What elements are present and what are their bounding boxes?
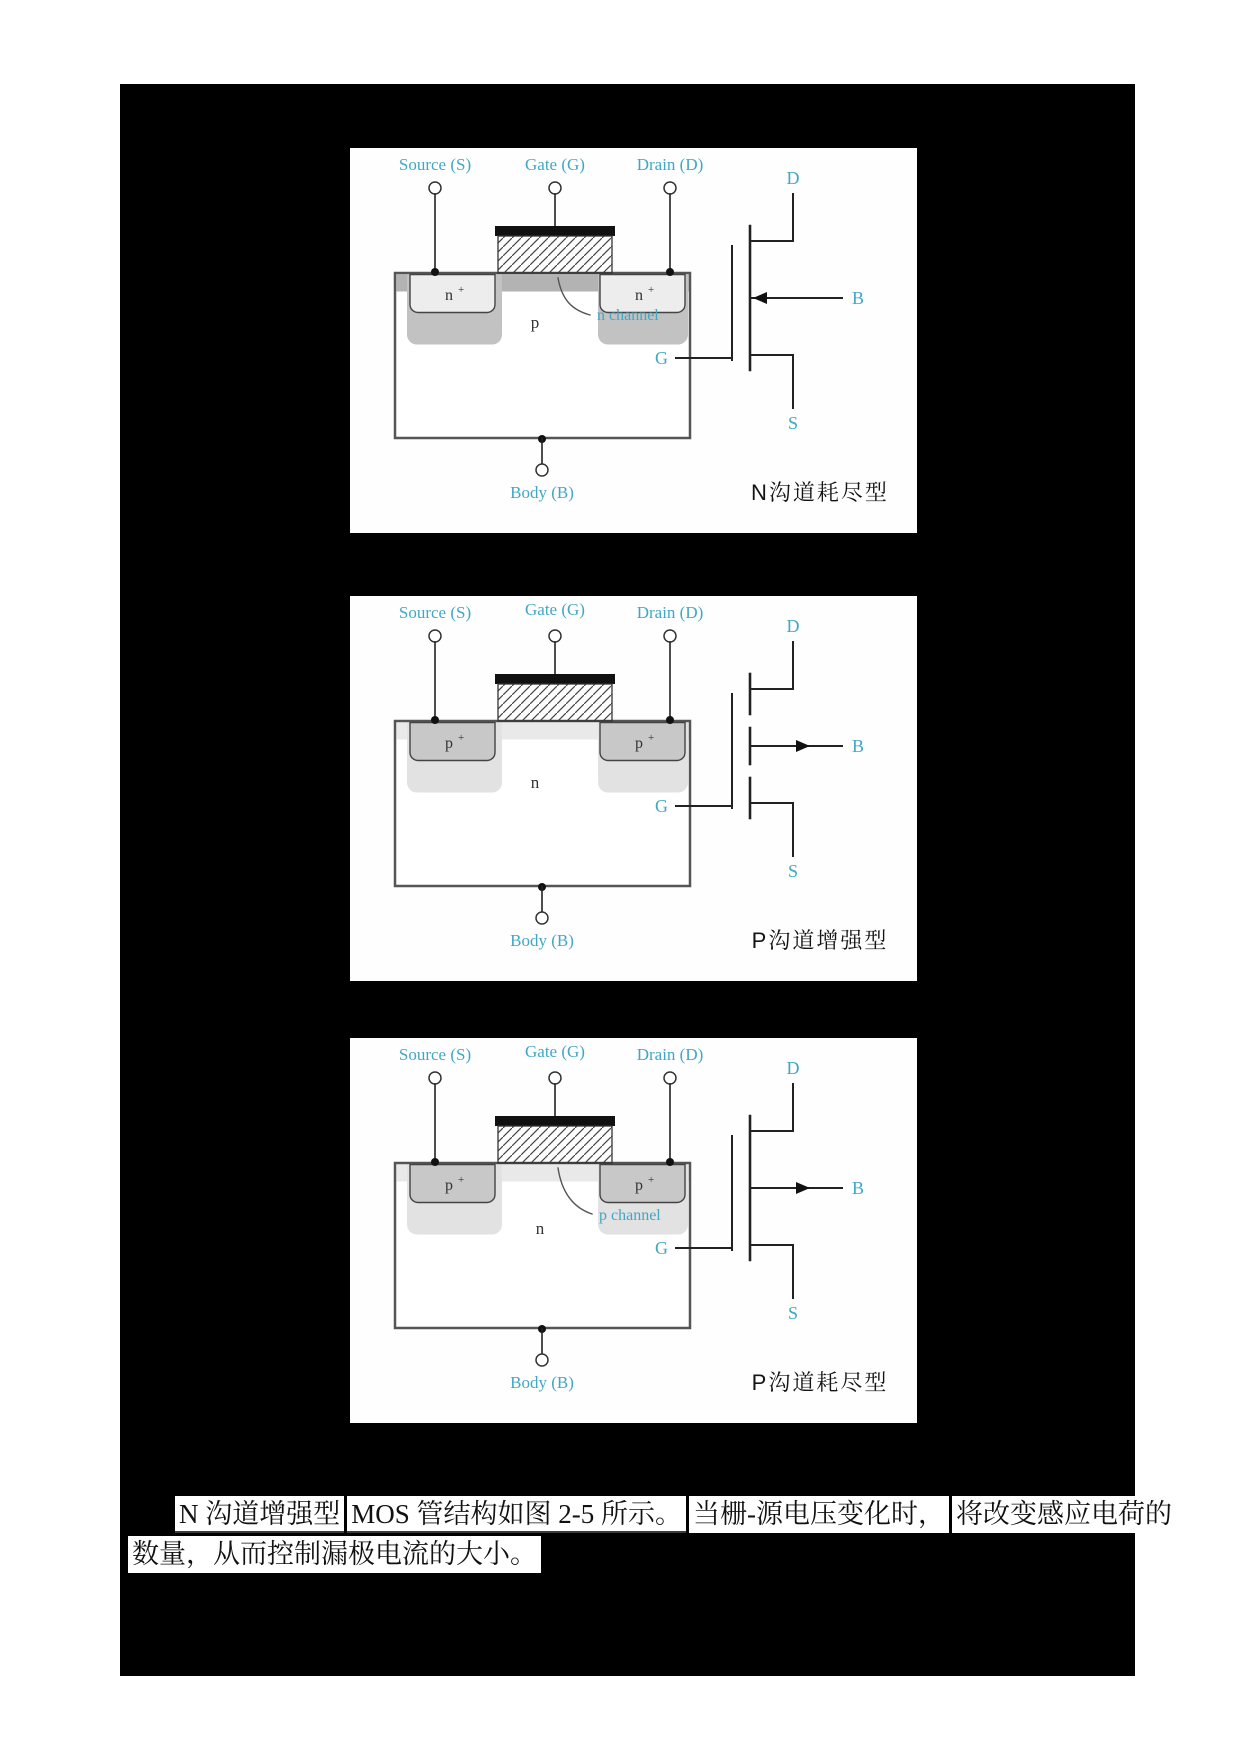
cross-section [395, 155, 703, 502]
well-label-right: p [635, 1177, 643, 1194]
body-terminal-circle [536, 464, 548, 476]
well-label-left-sup: + [458, 1174, 465, 1186]
drain-label: Drain (D) [636, 1045, 704, 1064]
body-label: Body (B) [510, 931, 574, 950]
body-label: Body (B) [510, 1373, 574, 1392]
substrate-label: n [535, 1219, 545, 1238]
well-label-left-sup: + [458, 732, 465, 744]
well-label-left: p [445, 735, 453, 752]
figure-n-depletion [350, 148, 917, 533]
gate-oxide-hatch [498, 1126, 612, 1163]
paragraph-segment: 将改变感应电荷的 [952, 1496, 1176, 1533]
figure-p-enhancement [350, 596, 917, 981]
well-label-left-sup: + [458, 284, 465, 296]
symbol-s-label: S [787, 413, 799, 433]
gate-label: Gate (G) [525, 1042, 585, 1061]
drain-terminal-circle [664, 1072, 676, 1084]
figure-p-depletion [350, 1038, 917, 1423]
gate-terminal-circle [549, 630, 561, 642]
source-label: Source (S) [398, 1045, 472, 1064]
figure-type-label: P沟道增强型 [751, 928, 889, 953]
paragraph-line-1 [175, 1496, 1179, 1533]
cross-section [395, 600, 703, 950]
well-label-right-sup: + [648, 284, 655, 296]
symbol-b-label: B [852, 288, 865, 308]
figure-p-enhancement-svg [350, 596, 917, 981]
body-arrow-out [796, 1182, 810, 1194]
drain-terminal-circle [664, 630, 676, 642]
substrate-label: p [530, 313, 540, 332]
paragraph-line-2 [128, 1536, 544, 1573]
source-terminal-circle [429, 182, 441, 194]
gate-label: Gate (G) [525, 155, 585, 174]
well-label-left: p [445, 1177, 453, 1194]
paragraph-segment: MOS 管结构如图 2-5 所示。 [347, 1496, 686, 1533]
body-terminal-circle [536, 912, 548, 924]
source-terminal-circle [429, 1072, 441, 1084]
symbol-d-label: D [786, 616, 800, 636]
source-label: Source (S) [398, 155, 472, 174]
figure-n-depletion-svg [350, 148, 917, 533]
body-arrow-out [796, 740, 810, 752]
well-label-right: p [635, 735, 643, 752]
paragraph-segment: 当栅-源电压变化时， [689, 1496, 949, 1533]
gate-terminal-circle [549, 182, 561, 194]
symbol-b-label: B [852, 736, 865, 756]
symbol-g-label: G [655, 1238, 668, 1258]
gate-oxide-hatch [498, 684, 612, 721]
channel-label: p channel [599, 1207, 661, 1224]
paragraph-segment: N 沟道增强型 [175, 1496, 344, 1533]
body-terminal-circle [536, 1354, 548, 1366]
cross-section [395, 1042, 703, 1392]
source-label: Source (S) [398, 603, 472, 622]
figure-type-label: N沟道耗尽型 [751, 480, 889, 505]
symbol-g-label: G [655, 348, 668, 368]
substrate-label: n [530, 773, 540, 792]
figure-type-label: P沟道耗尽型 [751, 1370, 889, 1395]
symbol-b-label: B [852, 1178, 865, 1198]
gate-label: Gate (G) [525, 600, 585, 619]
well-label-right-sup: + [648, 1174, 655, 1186]
symbol-s-label: S [787, 861, 799, 881]
channel-label: n channel [597, 307, 659, 324]
symbol-g-label: G [655, 796, 668, 816]
well-label-right-sup: + [648, 732, 655, 744]
gate-oxide-hatch [498, 236, 612, 273]
symbol-s-label: S [787, 1303, 799, 1323]
well-label-left: n [445, 287, 453, 304]
drain-label: Drain (D) [636, 603, 704, 622]
source-terminal-circle [429, 630, 441, 642]
gate-terminal-circle [549, 1072, 561, 1084]
symbol-d-label: D [786, 168, 800, 188]
drain-label: Drain (D) [636, 155, 704, 174]
page-black-area [120, 84, 1173, 1676]
body-label: Body (B) [510, 483, 574, 502]
paragraph-segment: 数量，从而控制漏极电流的大小。 [128, 1536, 541, 1573]
symbol-d-label: D [786, 1058, 800, 1078]
well-label-right: n [635, 287, 643, 304]
body-arrow-in [753, 292, 767, 304]
figure-p-depletion-svg [350, 1038, 917, 1423]
drain-terminal-circle [664, 182, 676, 194]
